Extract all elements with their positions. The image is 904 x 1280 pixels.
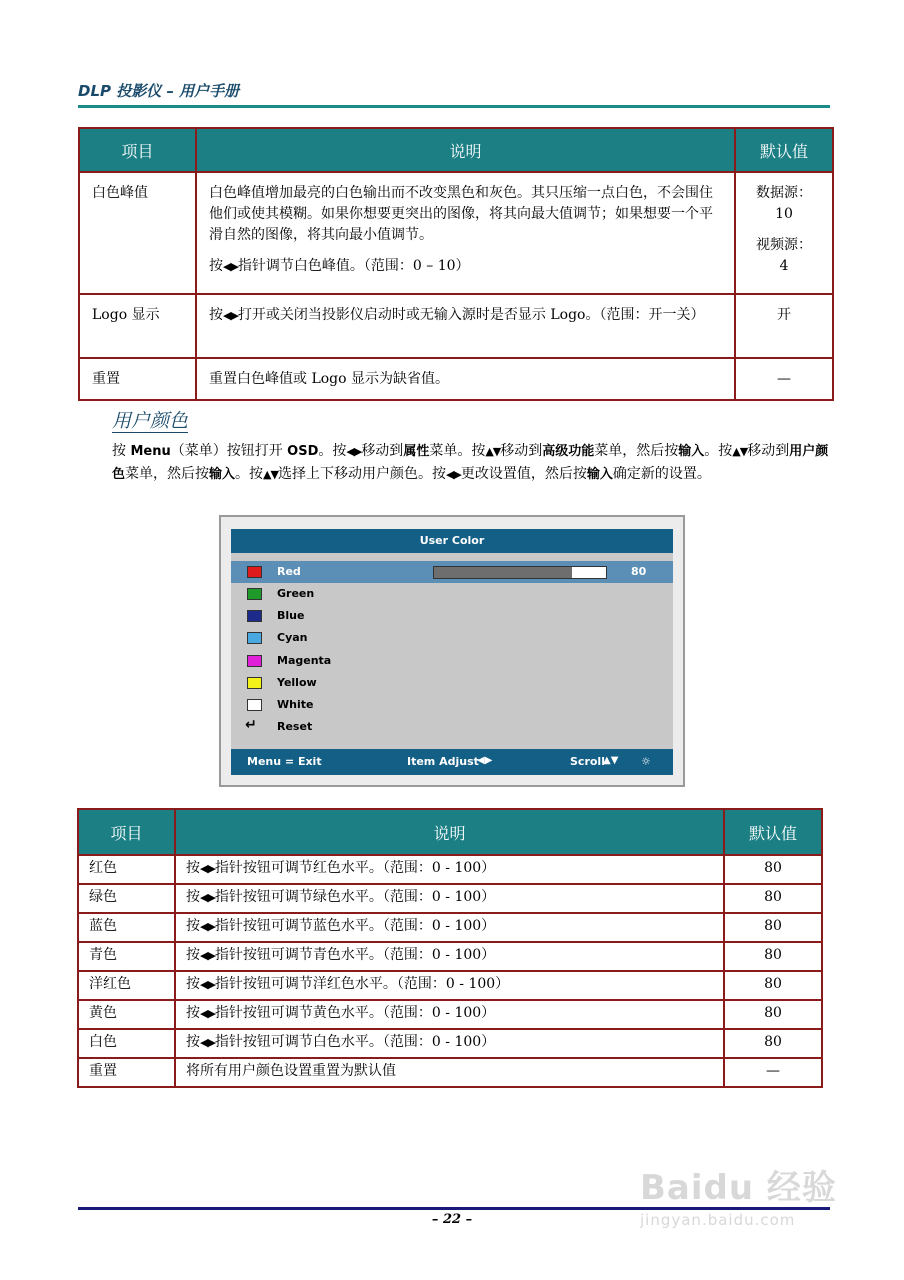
text: 移动到: [500, 443, 543, 459]
osd-title: User Color: [231, 529, 673, 553]
instruction-text: 指针调节白色峰值。（范围：0 – 10）: [237, 258, 470, 274]
text: （菜单）按钮打开: [170, 443, 288, 459]
instruction-text: 打开或关闭当投影仪启动时或无输入源时是否显示 Logo。（范围：开一关）: [237, 307, 705, 323]
table-row: [78, 1058, 822, 1087]
left-right-arrow-icon: ◀▶: [445, 468, 461, 481]
instruction-text: 指针按钮可调节青色水平。（范围：0 - 100）: [214, 947, 496, 963]
section-title: [112, 406, 188, 433]
menu-key-label: Menu: [130, 444, 171, 459]
instruction-text: 指针按钮可调节绿色水平。（范围：0 - 100）: [214, 889, 496, 905]
instruction-text: 指针按钮可调节白色水平。（范围：0 - 100）: [214, 1034, 496, 1050]
osd-panel: [231, 529, 673, 775]
header-rule: [78, 105, 830, 108]
text: 确定新的设置。: [612, 466, 711, 482]
text: 按: [112, 443, 131, 459]
table-row: [78, 884, 822, 913]
settings-table-1: [78, 127, 834, 401]
item-description: 重置白色峰值或 Logo 显示为缺省值。: [196, 358, 735, 400]
osd-item-yellow[interactable]: [231, 672, 673, 694]
item-description: [175, 884, 724, 913]
osd-item-red[interactable]: [231, 561, 673, 583]
column-header-description: 说明: [175, 809, 724, 855]
default-value-video: 4: [779, 258, 789, 274]
instruction-prefix: 按: [186, 1005, 200, 1021]
yellow-swatch-icon: [247, 677, 262, 689]
default-label-data: 数据源：: [756, 185, 812, 201]
document-title: DLP 投影仪 – 用户手册: [78, 82, 240, 100]
document-header: [78, 80, 830, 101]
red-level-slider[interactable]: [433, 566, 607, 579]
osd-item-label: Green: [277, 587, 315, 600]
item-default: 80: [724, 1029, 822, 1058]
instruction-text: 指针按钮可调节黄色水平。（范围：0 - 100）: [214, 1005, 496, 1021]
text: 移动到: [747, 443, 790, 459]
osd-item-blue[interactable]: [231, 605, 673, 627]
up-down-arrow-icon: ▲▼: [263, 468, 278, 481]
instruction-prefix: 按: [186, 860, 200, 876]
menu-name-advanced: 高级功能: [542, 444, 595, 459]
osd-item-label: Red: [277, 565, 301, 578]
item-default: [735, 172, 833, 294]
item-default: 80: [724, 913, 822, 942]
text: 。按: [235, 466, 264, 482]
column-header-default: 默认值: [724, 809, 822, 855]
text: 。按: [318, 443, 347, 459]
left-right-arrow-icon: ◀▶: [200, 1007, 215, 1020]
table-row: [79, 358, 833, 400]
osd-item-label: White: [277, 697, 314, 711]
table-row: [78, 942, 822, 971]
left-right-arrow-icon: ◀▶: [200, 891, 215, 904]
item-description: [175, 942, 724, 971]
osd-item-label: Magenta: [277, 653, 332, 667]
green-swatch-icon: [247, 588, 262, 600]
item-default: 80: [724, 942, 822, 971]
osd-label: OSD: [287, 444, 319, 459]
user-color-table: [77, 808, 823, 1088]
table-row: [78, 913, 822, 942]
text: 。按: [704, 443, 733, 459]
text: 菜单。按: [429, 443, 486, 459]
item-name: 重置: [79, 358, 196, 400]
up-down-arrow-icon: ▲▼: [485, 445, 501, 458]
watermark-url: jingyan.baidu.com: [640, 1211, 796, 1229]
item-description: [196, 294, 735, 358]
osd-item-label: Blue: [277, 609, 305, 623]
baidu-watermark: [640, 1160, 837, 1229]
table-row: [78, 1000, 822, 1029]
instruction-text: 指针按钮可调节洋红色水平。（范围：0 - 100）: [214, 976, 510, 992]
osd-item-green[interactable]: [231, 583, 673, 605]
item-name: 黄色: [78, 1000, 175, 1029]
instruction-prefix: 按: [209, 307, 223, 323]
osd-item-white[interactable]: [231, 694, 673, 716]
blue-swatch-icon: [247, 610, 262, 622]
item-default: 80: [724, 1000, 822, 1029]
text: 选择上下移动用户颜色。按: [277, 466, 446, 482]
white-swatch-icon: [247, 699, 262, 711]
table-row: [78, 971, 822, 1000]
instruction-prefix: 按: [186, 976, 200, 992]
text: 菜单，然后按: [125, 466, 210, 482]
item-name: 白色峰值: [79, 172, 196, 294]
item-description: [175, 1029, 724, 1058]
text: 菜单，然后按: [594, 443, 679, 459]
instruction-text: 指针按钮可调节红色水平。（范围：0 - 100）: [214, 860, 496, 876]
osd-footer: [231, 749, 673, 775]
item-default: —: [735, 358, 833, 400]
item-description: [196, 172, 735, 294]
osd-item-label: Yellow: [277, 675, 317, 689]
footer-scroll-hint: Scroll: [570, 755, 605, 768]
item-name: 白色: [78, 1029, 175, 1058]
enter-key-label: 输入: [586, 467, 613, 482]
instruction-prefix: 按: [209, 258, 223, 274]
item-description: [175, 913, 724, 942]
table-row: [78, 1029, 822, 1058]
item-name: 青色: [78, 942, 175, 971]
column-header-description: 说明: [196, 128, 735, 172]
item-name: 蓝色: [78, 913, 175, 942]
item-description: 将所有用户颜色设置重置为默认值: [175, 1058, 724, 1087]
table-row: [79, 172, 833, 294]
left-right-arrow-icon: ◀▶: [223, 260, 238, 273]
instructions-paragraph: [112, 440, 832, 486]
osd-item-reset[interactable]: [231, 716, 673, 738]
text: 移动到: [361, 443, 404, 459]
watermark-brand: Baidu 经验: [640, 1168, 837, 1208]
column-header-default: 默认值: [735, 128, 833, 172]
column-header-item: 项目: [79, 128, 196, 172]
instruction-prefix: 按: [186, 1034, 200, 1050]
default-label-video: 视频源：: [756, 237, 812, 253]
item-default: 80: [724, 884, 822, 913]
left-right-arrow-icon: ◀▶: [200, 1036, 215, 1049]
instruction-prefix: 按: [186, 947, 200, 963]
section-title-text: 用户颜色: [112, 410, 189, 432]
enter-key-label: 输入: [678, 444, 705, 459]
page-number: – 22 –: [431, 1212, 473, 1227]
instruction-prefix: 按: [186, 918, 200, 934]
slider-fill: [434, 567, 572, 578]
item-name: 红色: [78, 855, 175, 884]
enter-key-label: 输入: [209, 467, 236, 482]
enter-return-icon: ↵: [245, 717, 257, 734]
table-row: [79, 294, 833, 358]
default-value-data: 10: [775, 206, 793, 222]
cyan-swatch-icon: [247, 632, 262, 644]
left-right-arrow-icon: ◀▶: [200, 978, 215, 991]
item-name: 洋红色: [78, 971, 175, 1000]
left-right-arrow-icon: ◀▶: [200, 920, 215, 933]
up-down-arrow-icon: ▲▼: [603, 755, 619, 766]
text: 更改设置值，然后按: [460, 466, 587, 482]
footer-adjust-hint: Item Adjust: [407, 755, 479, 768]
item-description: [175, 855, 724, 884]
item-description: [175, 1000, 724, 1029]
osd-item-cyan[interactable]: [231, 627, 673, 649]
description-text: 白色峰值增加最亮的白色输出而不改变黑色和灰色。其只压缩一点白色，不会围住他们或使其模糊。如果你想要更突出的图像，将其向最大值调节；如果想要一个平滑自然的图像，将其向最小值调节。: [209, 185, 713, 243]
slider-value: 80: [631, 565, 647, 578]
item-default: —: [724, 1058, 822, 1087]
item-name: 重置: [78, 1058, 175, 1087]
menu-name-attr: 属性: [403, 444, 430, 459]
instruction-prefix: 按: [186, 889, 200, 905]
footer-exit-hint: Menu = Exit: [247, 755, 322, 768]
left-right-arrow-icon: ◀▶: [346, 445, 362, 458]
left-right-arrow-icon: ◀▶: [200, 949, 215, 962]
left-right-arrow-icon: ◀▶: [200, 862, 215, 875]
item-name: Logo 显示: [79, 294, 196, 358]
osd-item-label: Cyan: [277, 631, 308, 645]
osd-user-color-window: [219, 515, 685, 787]
left-right-arrow-icon: ◀▶: [477, 755, 493, 766]
lightbulb-icon: ☼: [641, 755, 651, 768]
magenta-swatch-icon: [247, 655, 262, 667]
item-name: 绿色: [78, 884, 175, 913]
osd-item-label: Reset: [277, 720, 313, 734]
table-row: [78, 855, 822, 884]
up-down-arrow-icon: ▲▼: [732, 445, 748, 458]
instruction-text: 指针按钮可调节蓝色水平。（范围：0 - 100）: [214, 918, 496, 934]
column-header-item: 项目: [78, 809, 175, 855]
left-right-arrow-icon: ◀▶: [223, 309, 238, 322]
item-default: 开: [735, 294, 833, 358]
item-default: 80: [724, 855, 822, 884]
item-default: 80: [724, 971, 822, 1000]
menu-name-user-color: 用户颜色: [112, 444, 829, 482]
osd-menu-list: [231, 561, 673, 738]
item-description: [175, 971, 724, 1000]
osd-item-magenta[interactable]: [231, 650, 673, 672]
red-swatch-icon: [247, 566, 262, 578]
description-instruction: [209, 256, 722, 277]
